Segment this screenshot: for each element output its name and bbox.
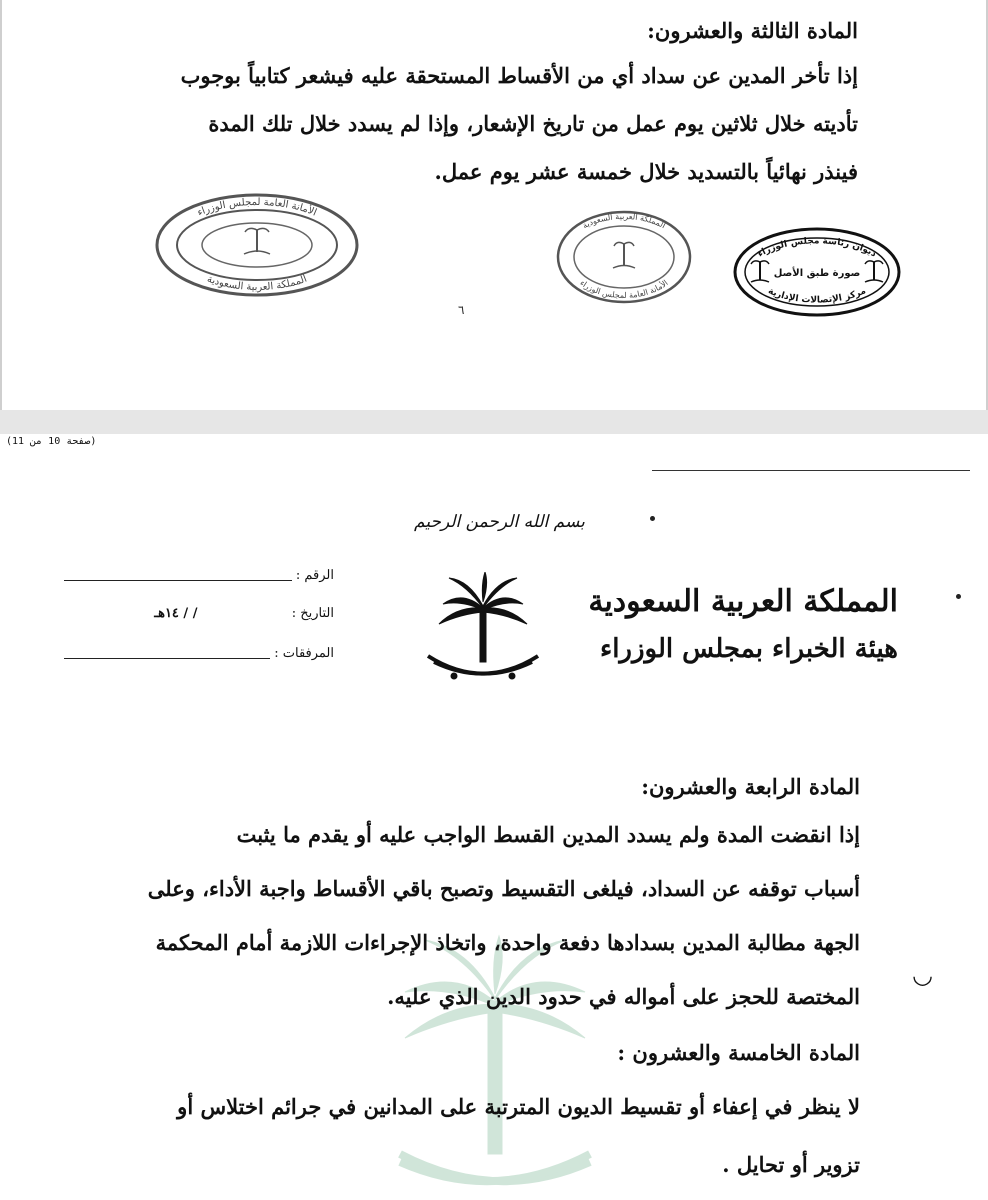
article-24-line: المختصة للحجز على أمواله في حدود الدين الذي عليه.: [387, 984, 860, 1009]
date-value: / / ١٤هـ: [154, 606, 198, 621]
attachments-line: [64, 648, 270, 659]
article-23-heading: المادة الثالثة والعشرون:: [647, 18, 858, 43]
left-seal-text-top: الأمانة العامة لمجلس الوزراء: [195, 196, 319, 219]
article-24-heading: المادة الرابعة والعشرون:: [641, 774, 860, 799]
left-seal-text-bottom: المملكة العربية السعودية: [205, 273, 309, 294]
agency-name: هيئة الخبراء بمجلس الوزراء: [599, 634, 898, 664]
document-page-bottom: [0, 434, 988, 1200]
page-counter: (صفحة 10 من 11): [6, 436, 97, 447]
margin-mark: ◡: [912, 960, 933, 989]
basmala: بسم الله الرحمن الرحيم: [414, 512, 585, 532]
right-seal-text-bottom: مركز الإتصالات الإدارية: [766, 286, 868, 306]
middle-seal-text-bottom: الأمانة العامة لمجلس الوزراء: [578, 278, 670, 301]
right-seal-text-top: ديوان رئاسة مجلس الوزراء: [756, 236, 878, 260]
middle-seal: [554, 208, 694, 306]
middle-seal-text-top: المملكة العربية السعودية: [581, 211, 667, 231]
reference-number-row: [64, 568, 334, 583]
article-24-line: الجهة مطالبة المدين بسدادها دفعة واحدة، واتخاذ الإجراءات اللازمة أمام المحكمة: [155, 930, 860, 955]
article-24-line: أسباب توقفه عن السداد، فيلغى التقسيط وتصبح باقي الأقساط واجبة الأداء، وعلى: [147, 876, 860, 901]
attachments-label: المرفقات :: [274, 646, 334, 661]
article-23-line: تأديته خلال ثلاثين يوم عمل من تاريخ الإشعار، وإذا لم يسدد خلال تلك المدة: [208, 111, 858, 136]
scan-dot: [956, 594, 961, 599]
date-row: [64, 606, 334, 621]
article-23-line: إذا تأخر المدين عن سداد أي من الأقساط المستحقة عليه فيشعر كتابياً بوجوب: [180, 63, 858, 88]
article-25-line: تزوير أو تحايل .: [722, 1152, 860, 1177]
scan-dot: [650, 516, 655, 521]
article-24-body: [70, 808, 860, 1024]
left-seal: [152, 190, 362, 300]
top-rule: [652, 470, 970, 471]
kingdom-name: المملكة العربية السعودية: [588, 584, 898, 619]
reference-number-label: الرقم :: [295, 568, 334, 583]
right-seal: [732, 226, 902, 318]
page-number: ٦: [458, 303, 465, 317]
document-page-top: [0, 0, 988, 410]
date-label: التاريخ :: [291, 606, 334, 621]
article-23-line: فينذر نهائياً بالتسديد خلال خمسة عشر يوم عمل.: [434, 159, 858, 184]
article-25-body: [70, 1078, 860, 1194]
article-25-heading: المادة الخامسة والعشرون :: [617, 1040, 860, 1065]
right-seal-text-middle: صورة طبق الأصل: [773, 268, 861, 279]
article-25-line: لا ينظر في إعفاء أو تقسيط الديون المترتبة على المدانين في جرائم اختلاس أو: [177, 1094, 860, 1119]
article-24-line: إذا انقضت المدة ولم يسدد المدين القسط الواجب عليه أو يقدم ما يثبت: [236, 822, 860, 847]
palm-swords-emblem-icon: [420, 572, 546, 698]
article-23-body: [68, 52, 858, 196]
seal-emblem-icon: [613, 242, 635, 268]
page-separator: [0, 410, 988, 434]
attachments-row: [64, 646, 334, 661]
seal-emblem-icon: [244, 228, 270, 254]
reference-number-line: [64, 570, 292, 581]
